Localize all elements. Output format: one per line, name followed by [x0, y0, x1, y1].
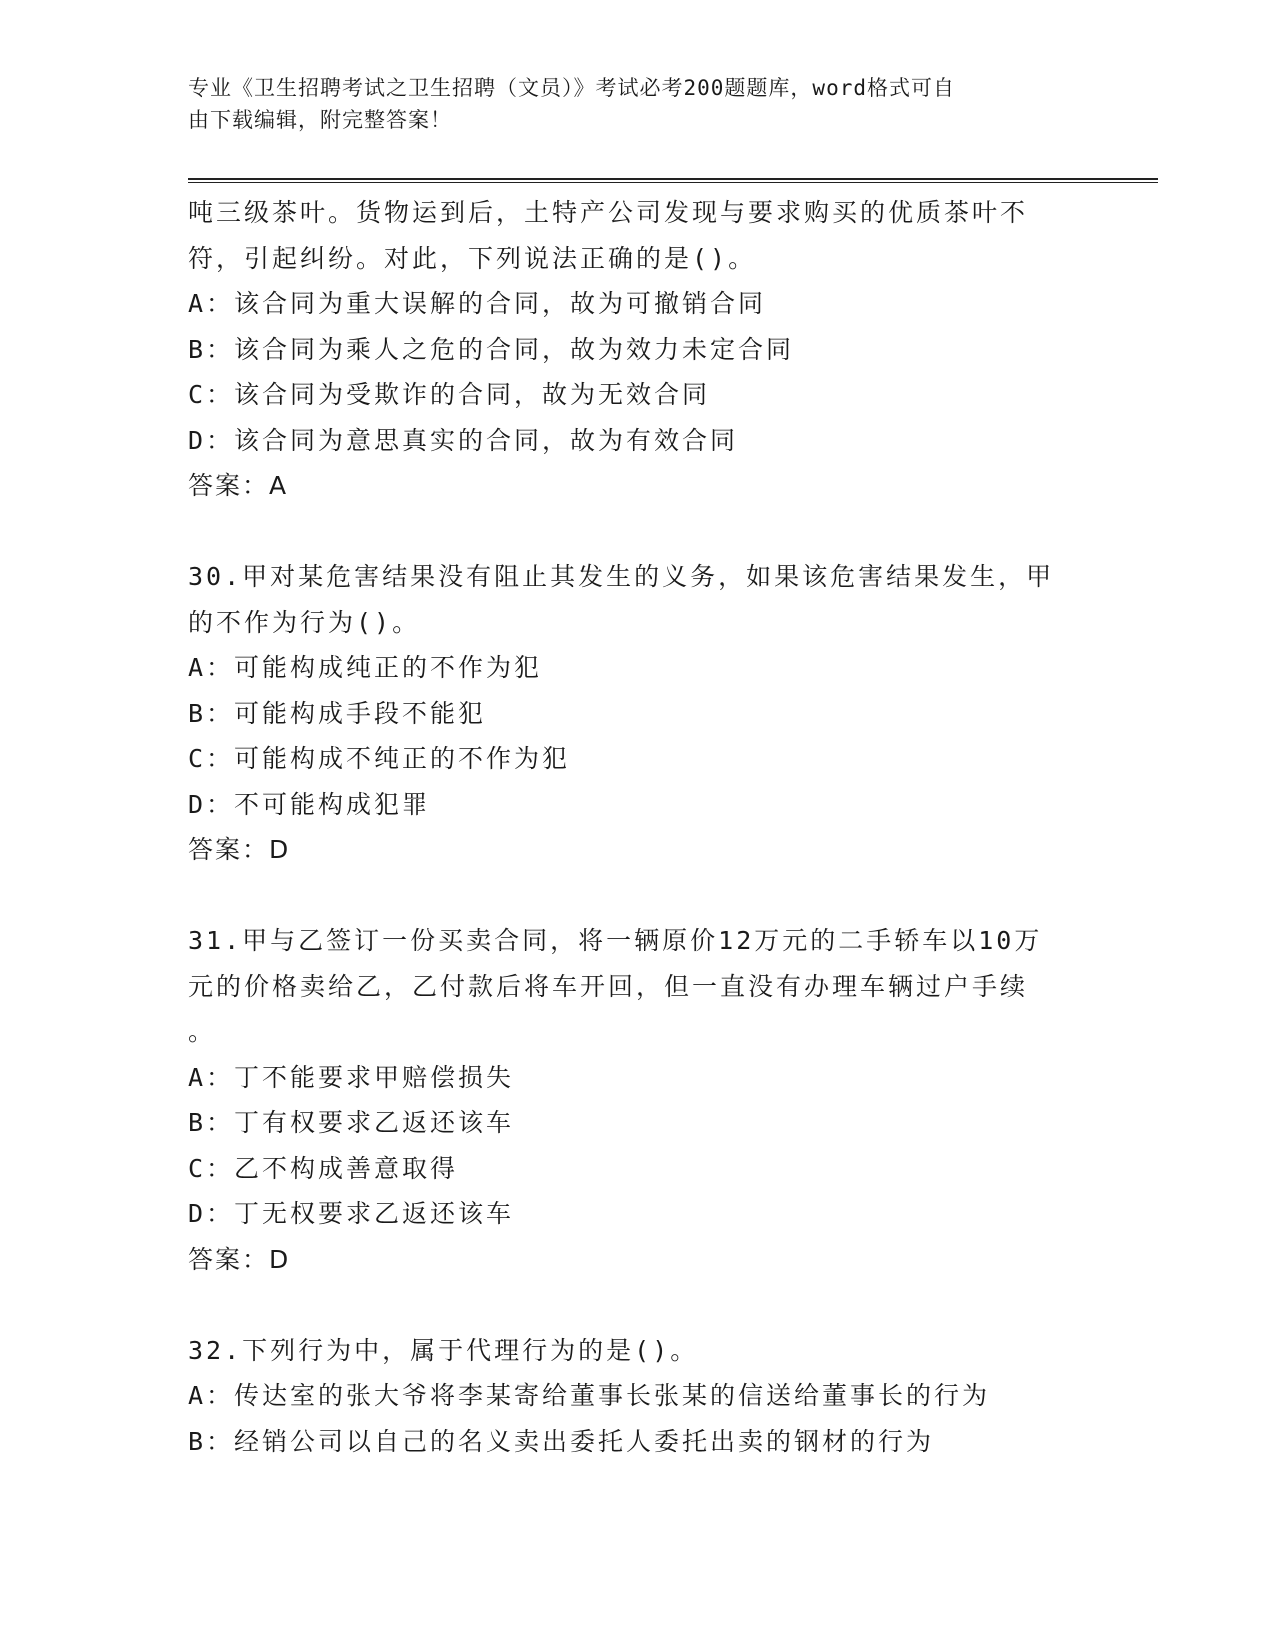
- question-31-option-c: C：乙不构成善意取得: [188, 1153, 459, 1183]
- question-29-answer: 答案：A: [188, 471, 289, 500]
- question-31-option-b: B：丁有权要求乙返还该车: [188, 1108, 515, 1137]
- spacer: [188, 509, 1088, 555]
- question-31-stem-line-3: 。: [188, 1017, 217, 1046]
- question-32-stem-line-1: 32.下列行为中，属于代理行为的是()。: [188, 1335, 699, 1365]
- question-30: [188, 554, 1088, 873]
- question-31-stem-line-1: 31.甲与乙签订一份买卖合同，将一辆原价12万元的二手轿车以10万: [188, 926, 1043, 955]
- question-30-stem-line-1: 30.甲对某危害结果没有阻止其发生的义务，如果该危害结果发生，甲: [188, 562, 1055, 591]
- spacer: [188, 1282, 1088, 1328]
- question-29-option-b: B：该合同为乘人之危的合同，故为效力未定合同: [188, 334, 795, 364]
- question-30-answer: 答案：D: [188, 835, 291, 864]
- question-29-option-a: A：该合同为重大误解的合同，故为可撤销合同: [188, 289, 767, 318]
- question-31-option-a: A：丁不能要求甲赔偿损失: [188, 1062, 515, 1092]
- question-31: [188, 918, 1088, 1282]
- question-31-stem-line-2: 元的价格卖给乙，乙付款后将车开回，但一直没有办理车辆过户手续: [188, 971, 1029, 1001]
- question-32-option-b: B：经销公司以自己的名义卖出委托人委托出卖的钢材的行为: [188, 1426, 935, 1456]
- header-title-line-1: 专业《卫生招聘考试之卫生招聘（文员）》考试必考200题题库，word格式可自: [188, 76, 955, 100]
- question-30-option-b: B：可能构成手段不能犯: [188, 698, 487, 728]
- question-content: [188, 190, 1088, 1464]
- question-30-option-d: D：不可能构成犯罪: [188, 789, 431, 819]
- question-29: [188, 190, 1088, 509]
- question-29-stem-line-1: 吨三级茶叶。货物运到后，土特产公司发现与要求购买的优质茶叶不: [188, 198, 1029, 227]
- question-31-answer: 答案：D: [188, 1244, 291, 1274]
- question-30-stem-line-2: 的不作为行为()。: [188, 607, 421, 637]
- page-header: [188, 72, 1068, 136]
- header-title-line-2: 由下载编辑，附完整答案！: [188, 108, 452, 132]
- question-31-option-d: D：丁无权要求乙返还该车: [188, 1199, 515, 1228]
- question-29-option-c: C：该合同为受欺诈的合同，故为无效合同: [188, 380, 711, 409]
- question-32-option-a: A：传达室的张大爷将李某寄给董事长张某的信送给董事长的行为: [188, 1381, 991, 1410]
- question-30-option-a: A：可能构成纯正的不作为犯: [188, 653, 543, 682]
- header-divider: [188, 178, 1158, 183]
- question-29-stem-line-2: 符，引起纠纷。对此，下列说法正确的是()。: [188, 243, 757, 273]
- question-29-option-d: D：该合同为意思真实的合同，故为有效合同: [188, 425, 739, 455]
- question-30-option-c: C：可能构成不纯正的不作为犯: [188, 744, 571, 773]
- question-32: [188, 1328, 1088, 1465]
- spacer: [188, 873, 1088, 919]
